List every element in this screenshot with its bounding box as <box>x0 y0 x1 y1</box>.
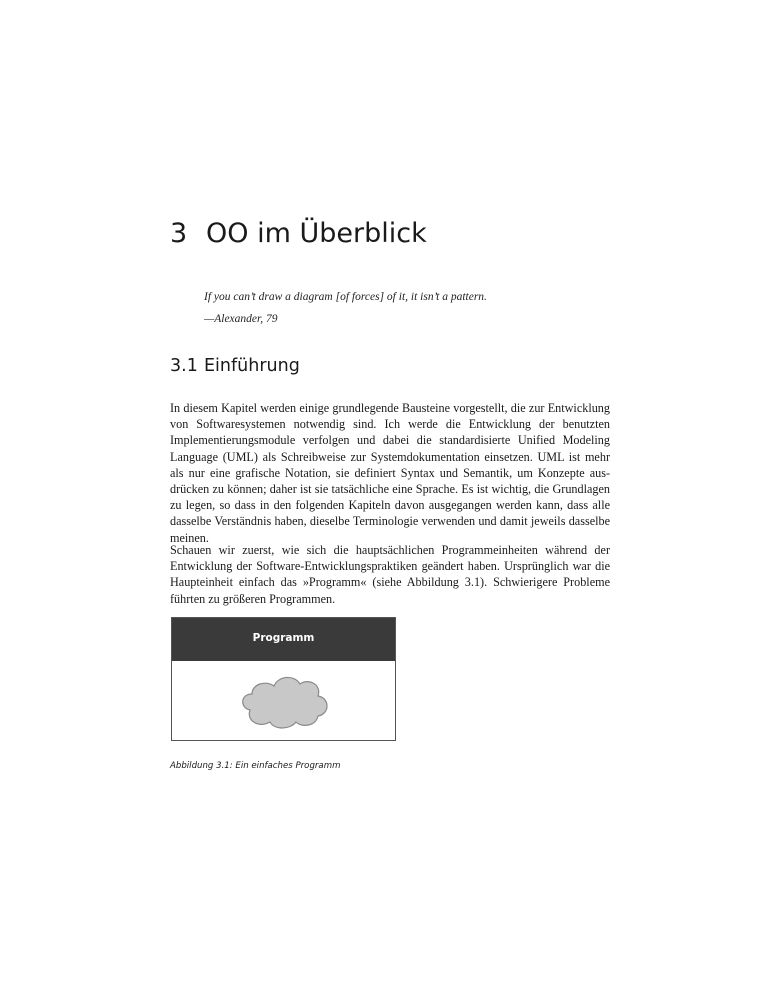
paragraph-1: In diesem Kapitel werden einige grundlegende Bausteine vorgestellt, die zur Entwicklung von Softwaresystemen notwendig sind. Ich werde die Entwicklung der benutzten Implementierungsmodule verfolgen und dabei die standardisierte Unified Modeling Language (UML) als Schreibweise zur Systemdokumentation einsetzen. UML ist mehr als nur eine grafische Notation, sie definiert Syntax und Semantik, um Konzepte ausdrücken zu können; daher ist sie tatsächliche eine Sprache. Es ist wichtig, die Grundlagen zu legen, so dass in den folgenden Kapiteln davon ausgegangen werden kann, dass alle dasselbe Verständnis haben, dieselbe Terminologie verwenden und damit jeweils dasselbe meinen. <box>170 401 610 545</box>
figure-program <box>171 617 396 741</box>
epigraph-attribution: —Alexander, 79 <box>204 313 278 325</box>
epigraph-quote: If you can’t draw a diagram [of forces] of it, it isn’t a pattern. <box>204 291 487 303</box>
section-title-text: Einführung <box>204 356 300 376</box>
chapter-number: 3 <box>170 218 188 249</box>
figure-header: Programm <box>172 618 395 661</box>
epigraph <box>204 291 624 325</box>
section-number: 3.1 <box>170 356 198 376</box>
figure-caption: Abbildung 3.1: Ein einfaches Programm <box>170 761 341 771</box>
paragraph-2: Schauen wir zuerst, wie sich die hauptsächlichen Programmeinheiten während der Entwicklung der Software-Entwicklungspraktiken geändert haben. Ursprünglich war die Haupteinheit einfach das »Programm« (siehe Abbildung 3.1). Schwierigere Probleme führten zu größeren Programmen. <box>170 543 610 606</box>
chapter-title <box>170 218 427 249</box>
section-title <box>170 356 300 376</box>
cloud-icon <box>236 670 332 734</box>
chapter-title-text: OO im Überblick <box>206 218 427 249</box>
